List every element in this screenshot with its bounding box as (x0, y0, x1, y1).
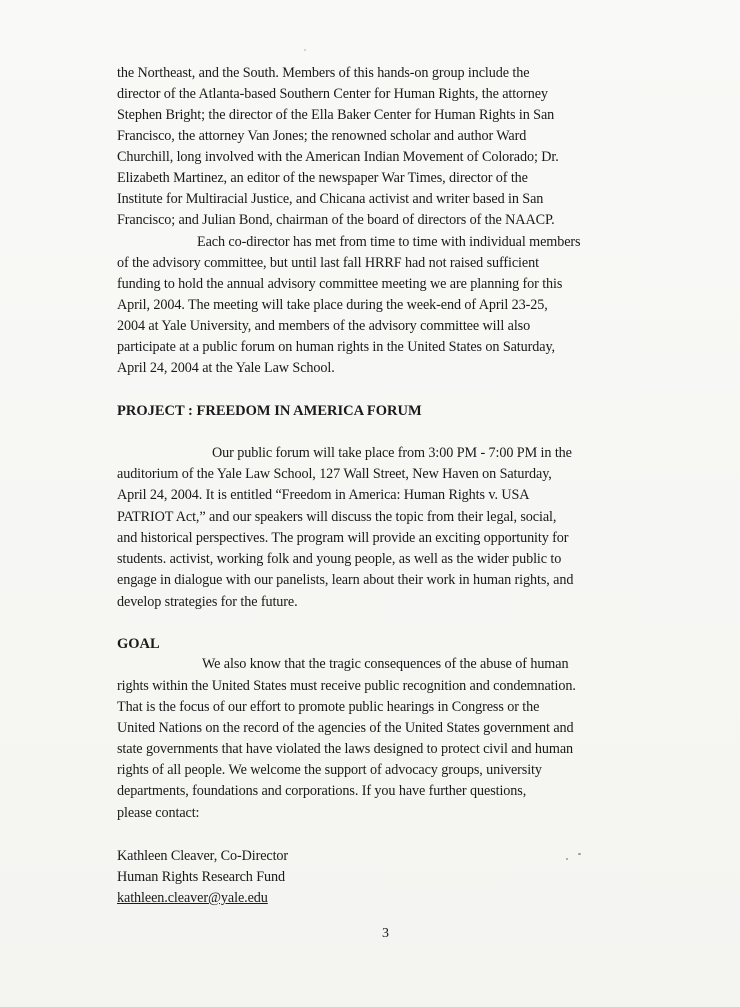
text-line: students. activist, working folk and young people, as well as the wider public to (117, 551, 562, 567)
text-line: departments, foundations and corporations. If you have further questions, (117, 783, 527, 799)
text-line: funding to hold the annual advisory committee meeting we are planning for this (117, 276, 563, 292)
contact-email-link[interactable]: kathleen.cleaver@yale.edu (117, 890, 268, 906)
text-line: April 24, 2004 at the Yale Law School. (117, 360, 335, 376)
page-number: 3 (382, 926, 389, 941)
goal-heading: GOAL (117, 636, 160, 652)
text-line: rights of all people. We welcome the support of advocacy groups, university (117, 762, 542, 778)
text-line: develop strategies for the future. (117, 594, 298, 610)
project-heading: PROJECT : FREEDOM IN AMERICA FORUM (117, 403, 422, 419)
text-line: We also know that the tragic consequences of the abuse of human (202, 656, 569, 672)
text-line: Institute for Multiracial Justice, and Chicana activist and writer based in San (117, 191, 544, 207)
text-line: PATRIOT Act,” and our speakers will discuss the topic from their legal, social, (117, 509, 557, 525)
text-line: participate at a public forum on human rights in the United States on Saturday, (117, 339, 555, 355)
text-line: Churchill, long involved with the American Indian Movement of Colorado; Dr. (117, 149, 559, 165)
contact-organization: Human Rights Research Fund (117, 869, 286, 885)
text-line: Our public forum will take place from 3:00 PM - 7:00 PM in the (212, 445, 572, 461)
text-line: That is the focus of our effort to promote public hearings in Congress or the (117, 699, 540, 715)
text-line: April, 2004. The meeting will take place during the week-end of April 23-25, (117, 297, 548, 313)
text-line: director of the Atlanta-based Southern Center for Human Rights, the attorney (117, 86, 548, 102)
text-line: Francisco, the attorney Van Jones; the renowned scholar and author Ward (117, 128, 527, 144)
text-line: engage in dialogue with our panelists, learn about their work in human rights, and (117, 572, 574, 588)
text-line: state governments that have violated the laws designed to protect civil and human (117, 741, 574, 757)
text-line: Elizabeth Martinez, an editor of the newspaper War Times, director of the (117, 170, 528, 186)
text-line: please contact: (117, 805, 200, 821)
text-line: of the advisory committee, but until last fall HRRF had not raised sufficient (117, 255, 539, 271)
scan-speck (566, 858, 568, 860)
text-line: Stephen Bright; the director of the Ella Baker Center for Human Rights in San (117, 107, 555, 123)
text-line: United Nations on the record of the agencies of the United States government and (117, 720, 574, 736)
text-line: the Northeast, and the South. Members of this hands-on group include the (117, 65, 530, 81)
text-line: April 24, 2004. It is entitled “Freedom in America: Human Rights v. USA (117, 487, 530, 503)
text-line: and historical perspectives. The program will provide an exciting opportunity for (117, 530, 569, 546)
text-line: 2004 at Yale University, and members of the advisory committee will also (117, 318, 531, 334)
text-line: Francisco; and Julian Bond, chairman of the board of directors of the NAACP. (117, 212, 555, 228)
text-line: rights within the United States must receive public recognition and condemnation. (117, 678, 576, 694)
text-line: Each co-director has met from time to time with individual members (197, 234, 581, 250)
text-line: auditorium of the Yale Law School, 127 Wall Street, New Haven on Saturday, (117, 466, 552, 482)
contact-name: Kathleen Cleaver, Co-Director (117, 848, 289, 864)
scan-speck (578, 853, 581, 855)
scan-speck (304, 49, 306, 51)
